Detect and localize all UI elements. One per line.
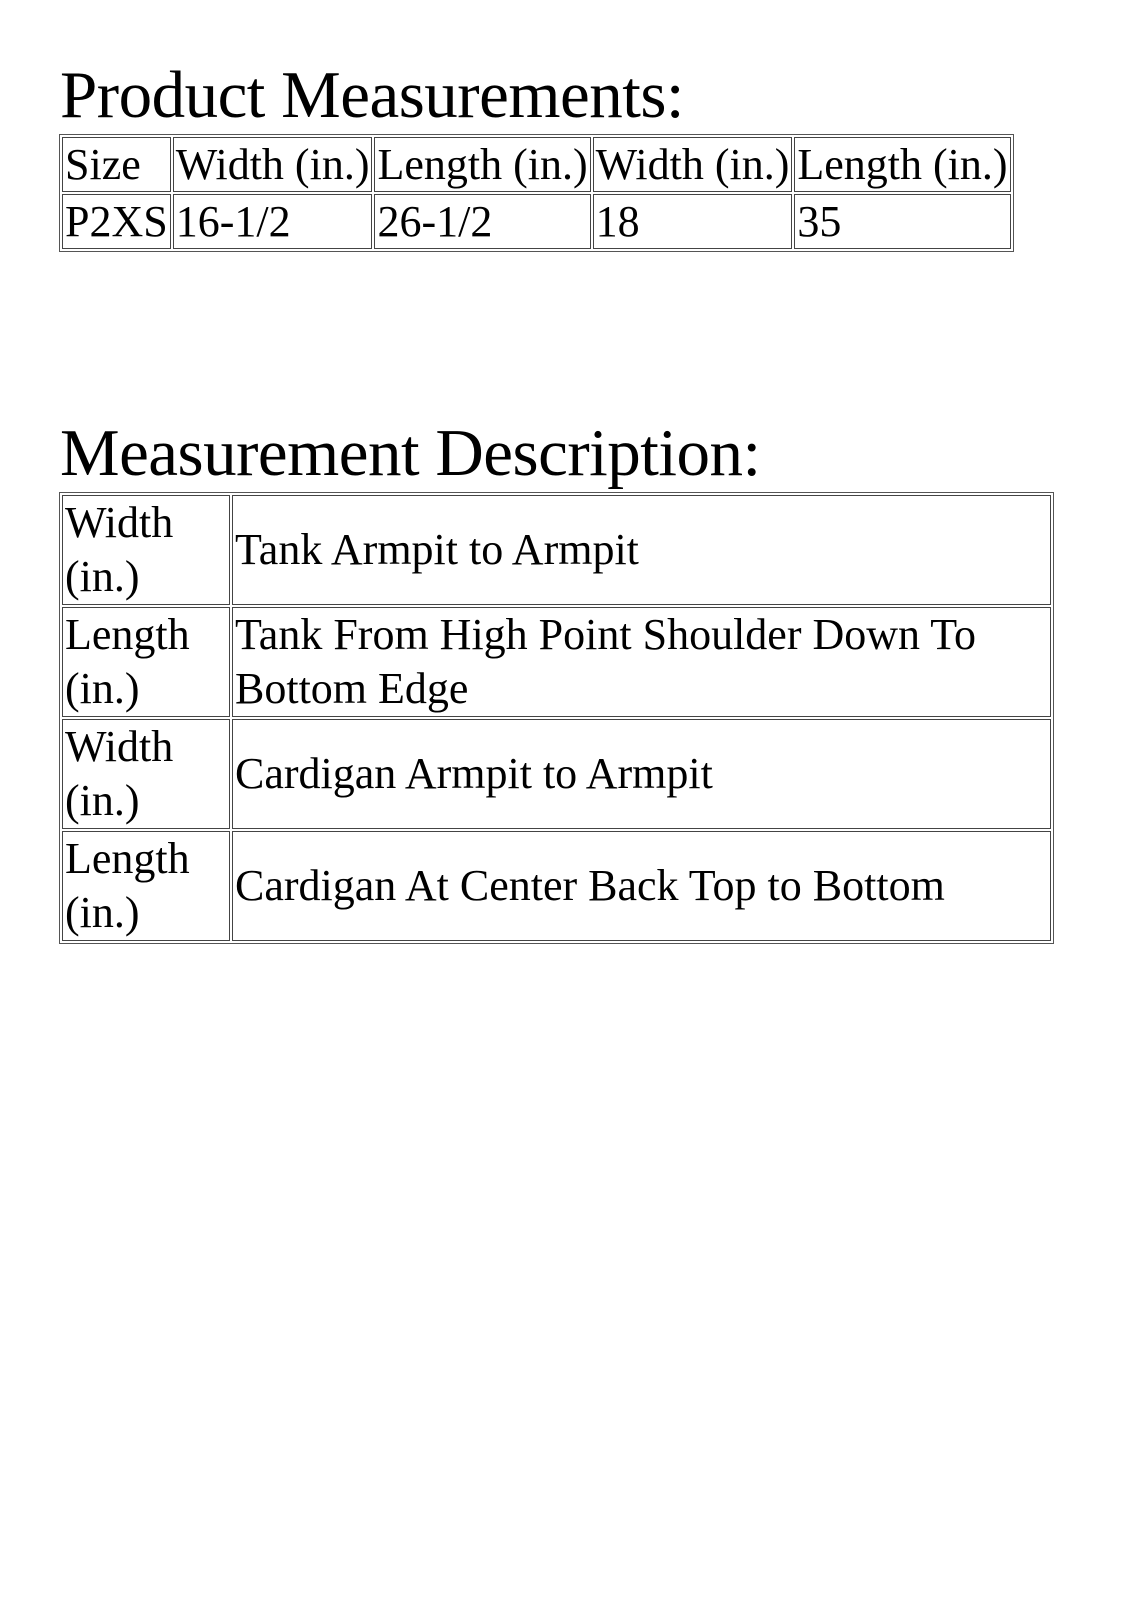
header-tank-length: Length (in.) [374,137,590,192]
table-row [62,495,1051,605]
description-text: Tank Armpit to Armpit [232,495,1051,605]
description-text: Cardigan Armpit to Armpit [232,719,1051,829]
measurements-table [59,134,1014,252]
description-label: Length (in.) [62,831,230,941]
header-size: Size [62,137,171,192]
description-text: Tank From High Point Shoulder Down To Bottom Edge [232,607,1051,717]
measurement-description-title: Measurement Description: [60,416,761,490]
description-label: Length (in.) [62,607,230,717]
table-row [62,831,1051,941]
measurements-header-row [62,137,1011,192]
table-row [62,607,1051,717]
cell-cardigan-width: 18 [593,194,793,249]
description-text: Cardigan At Center Back Top to Bottom [232,831,1051,941]
description-table [59,492,1054,944]
description-label: Width (in.) [62,719,230,829]
table-row [62,194,1011,249]
header-tank-width: Width (in.) [173,137,373,192]
header-cardigan-width: Width (in.) [593,137,793,192]
product-measurements-title: Product Measurements: [60,58,685,132]
cell-cardigan-length: 35 [794,194,1010,249]
cell-tank-length: 26-1/2 [374,194,590,249]
cell-tank-width: 16-1/2 [173,194,373,249]
cell-size: P2XS [62,194,171,249]
description-label: Width (in.) [62,495,230,605]
table-row [62,719,1051,829]
header-cardigan-length: Length (in.) [794,137,1010,192]
